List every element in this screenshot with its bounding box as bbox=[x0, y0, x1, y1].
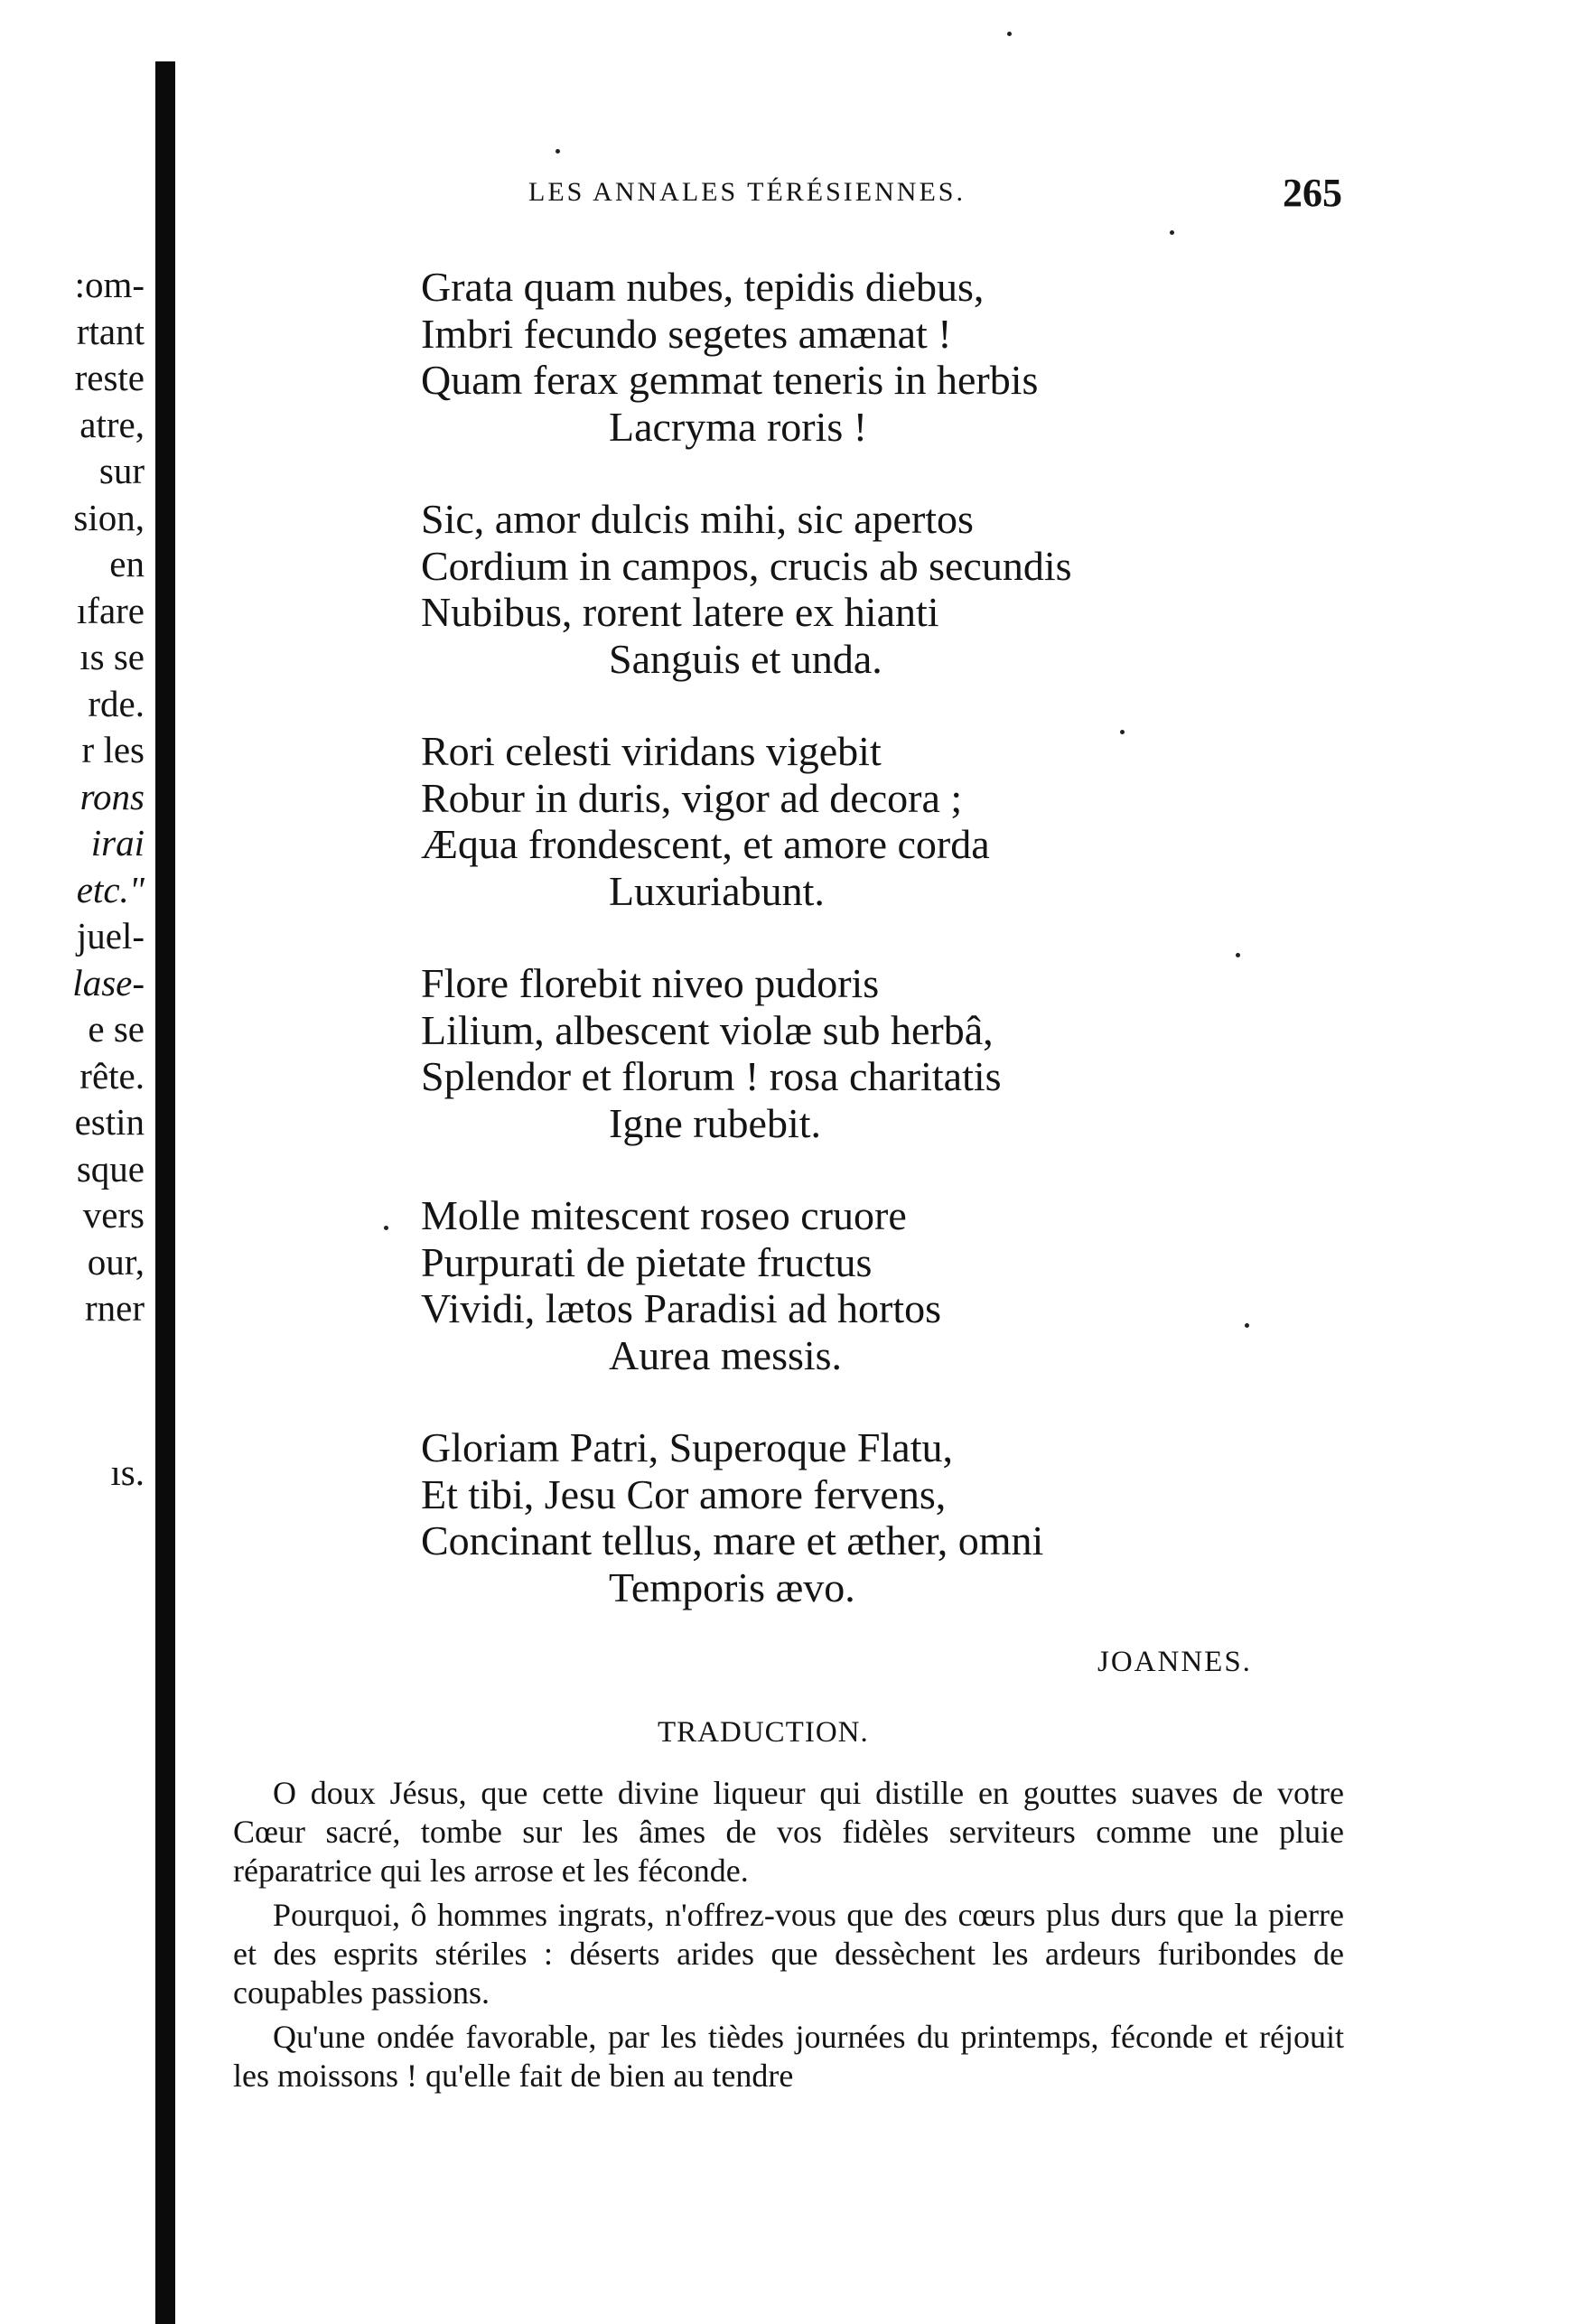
translation-text bbox=[233, 1774, 1344, 2101]
verse-line: Concinant tellus, mare et æther, omni bbox=[421, 1517, 1044, 1563]
scan-speck bbox=[1007, 32, 1012, 36]
fragment-line: rner bbox=[84, 1287, 145, 1329]
scan-speck bbox=[1245, 1323, 1249, 1328]
paragraph: Qu'une ondée favorable, par les tièdes journées du printemps, féconde et réjouit les moissons ! qu'elle fait de bien au tendre bbox=[233, 2019, 1344, 2094]
verse-line: Et tibi, Jesu Cor amore fervens, bbox=[421, 1470, 947, 1517]
scan-speck bbox=[1170, 230, 1174, 235]
fragment-line: reste bbox=[74, 357, 145, 398]
scan-speck bbox=[556, 149, 560, 154]
fragment-line: e se bbox=[88, 1008, 145, 1050]
verse-line: Flore florebit niveo pudoris bbox=[421, 960, 880, 1006]
verse-line: Sic, amor dulcis mihi, sic apertos bbox=[421, 496, 974, 542]
verse-line: Grata quam nubes, tepidis diebus, bbox=[421, 264, 985, 310]
binding-shadow bbox=[155, 61, 175, 2324]
fragment-line: sur bbox=[98, 450, 145, 491]
fragment-line: rons bbox=[79, 775, 145, 817]
verse-line: Lacryma roris ! bbox=[609, 403, 868, 450]
verse-line: Molle mitescent roseo cruore bbox=[421, 1192, 907, 1238]
stanza bbox=[421, 1424, 1324, 1610]
verse-line: Sanguis et unda. bbox=[609, 635, 882, 682]
page-number: 265 bbox=[1283, 171, 1342, 215]
fragment-line: lase- bbox=[72, 961, 145, 1003]
fragment-line: ıs se bbox=[79, 636, 145, 677]
latin-poem bbox=[421, 264, 1324, 1657]
verse-line: Igne rubebit. bbox=[609, 1099, 822, 1146]
verse-line: Imbri fecundo segetes amænat ! bbox=[421, 310, 952, 357]
paragraph: O doux Jésus, que cette divine liqueur qui distille en gouttes suaves de votre Cœur sacré, tombe sur les âmes de vos fidèles serviteurs comme une pluie réparatrice qui les arrose et les féconde. bbox=[233, 1775, 1344, 1889]
fragment-line: :om- bbox=[74, 264, 145, 305]
verse-line: Purpurati de pietate fructus bbox=[421, 1238, 873, 1285]
paragraph: Pourquoi, ô hommes ingrats, n'offrez-vous que des cœurs plus durs que la pierre et des esprits stériles : déserts arides que dessèchent les ardeurs furibondes de coupables passions. bbox=[233, 1897, 1344, 2011]
verse-line: Splendor et florum ! rosa charitatis bbox=[421, 1053, 1002, 1099]
verse-line: Rori celesti viridans vigebit bbox=[421, 728, 882, 774]
fragment-line: ıs. bbox=[110, 1451, 145, 1493]
fragment-line: our, bbox=[87, 1240, 145, 1283]
fragment-line: ıfare bbox=[76, 589, 145, 631]
fragment-line: etc." bbox=[76, 868, 145, 910]
scan-speck bbox=[1236, 953, 1240, 957]
translation-heading: TRADUCTION. bbox=[658, 1716, 869, 1749]
verse-line: Quam ferax gemmat teneris in herbis bbox=[421, 357, 1039, 403]
verse-line: Luxuriabunt. bbox=[609, 867, 825, 914]
fragment-line: irai bbox=[90, 822, 145, 863]
fragment-line: sion, bbox=[73, 496, 145, 538]
fragment-line: estin bbox=[74, 1101, 145, 1143]
scan-speck bbox=[1120, 730, 1125, 734]
verse-line: Aurea messis. bbox=[609, 1331, 843, 1378]
verse-line: Robur in duris, vigor ad decora ; bbox=[421, 774, 963, 821]
verse-line: Gloriam Patri, Superoque Flatu, bbox=[421, 1424, 953, 1470]
fragment-line: r les bbox=[81, 729, 145, 770]
verse-line: Nubibus, rorent latere ex hianti bbox=[421, 589, 939, 635]
author-signature: JOANNES. bbox=[1097, 1646, 1252, 1678]
verse-line: Cordium in campos, crucis ab secundis bbox=[421, 542, 1072, 589]
fragment-line: rête. bbox=[79, 1054, 145, 1097]
fragment-line: rtant bbox=[76, 310, 145, 352]
running-title: LES ANNALES TÉRÉSIENNES. bbox=[528, 177, 966, 207]
facing-page-fragments bbox=[0, 262, 145, 1496]
scan-speck bbox=[384, 1226, 388, 1230]
stanza bbox=[421, 496, 1324, 682]
stanza bbox=[421, 1192, 1324, 1378]
fragment-line: juel- bbox=[76, 915, 145, 957]
fragment-line: atre, bbox=[79, 403, 145, 445]
fragment-line: sque bbox=[76, 1147, 145, 1190]
fragment-line: en bbox=[109, 543, 145, 584]
verse-line: Æqua frondescent, et amore corda bbox=[421, 821, 990, 867]
fragment-line: rde. bbox=[88, 682, 145, 724]
verse-line: Lilium, albescent violæ sub herbâ, bbox=[421, 1006, 994, 1053]
fragment-gap bbox=[0, 1332, 145, 1450]
stanza bbox=[421, 728, 1324, 914]
fragment-line: vers bbox=[82, 1194, 145, 1236]
verse-line: Temporis ævo. bbox=[609, 1563, 855, 1610]
verse-line: Vividi, lætos Paradisi ad hortos bbox=[421, 1285, 942, 1331]
stanza bbox=[421, 264, 1324, 450]
stanza bbox=[421, 960, 1324, 1146]
